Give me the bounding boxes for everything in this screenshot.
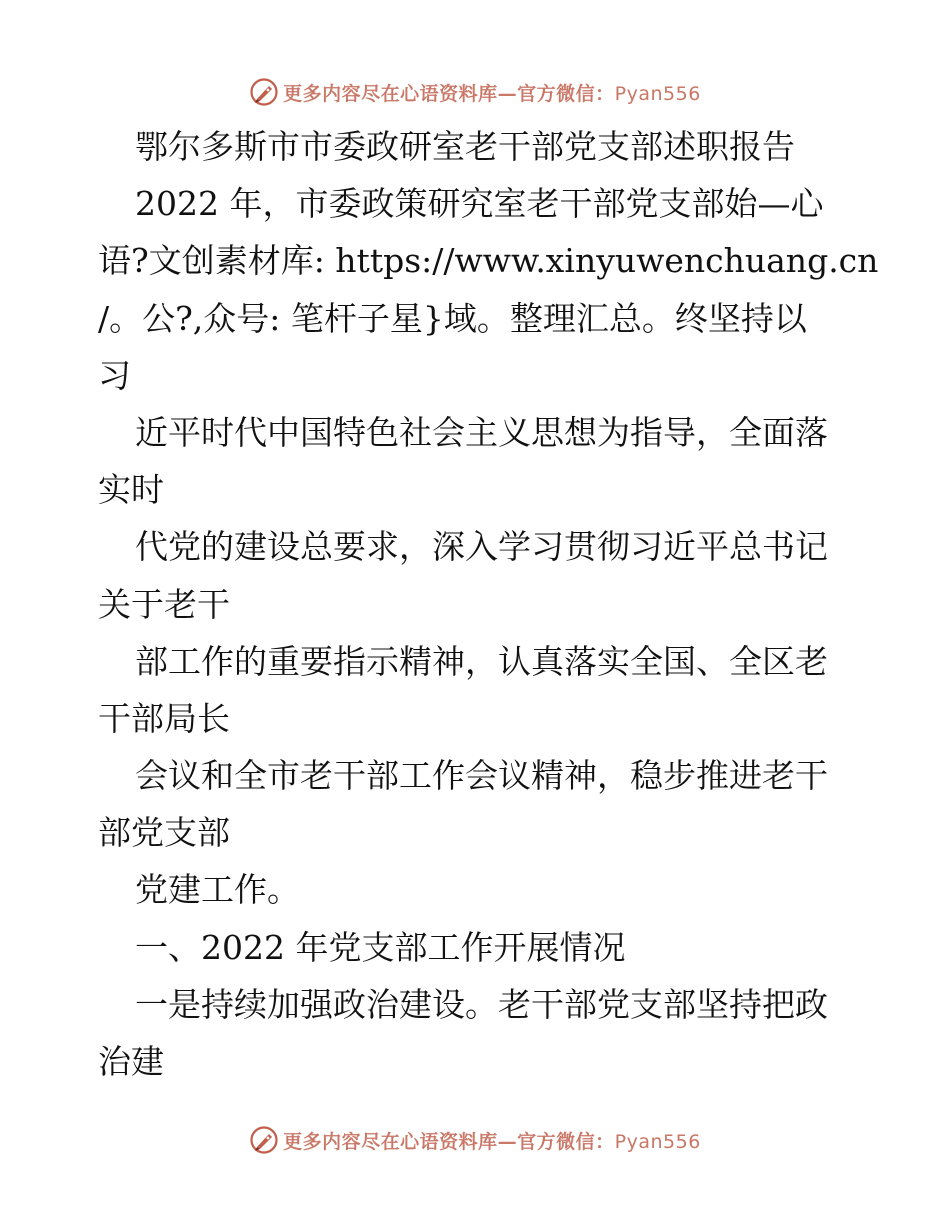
watermark-banner-top: [0, 72, 950, 112]
text-line: 治建: [98, 1042, 164, 1081]
text-line: 实时: [98, 470, 164, 510]
text-line: 习: [98, 355, 131, 395]
watermark-text: 更多内容尽在心语资料库—官方微信：Pyan556: [283, 82, 701, 105]
text-line: 近平时代中国特色社会主义思想为指导，全面落: [135, 412, 828, 452]
text-line: 干部局长: [98, 698, 230, 738]
text-line: 党建工作。: [135, 870, 300, 910]
watermark-banner-bottom: [0, 1120, 950, 1160]
pen-nib-logo-icon: [249, 77, 279, 107]
text-line: 一是持续加强政治建设。老干部党支部坚持把政: [135, 984, 828, 1024]
text-line: 关于老干: [98, 584, 230, 624]
text-line: 代党的建设总要求，深入学习贯彻习近平总书记: [135, 527, 828, 567]
pen-nib-logo-icon: [249, 1125, 279, 1155]
text-line: 语?文创素材库: https://www.xinyuwenchuang.cn: [98, 241, 879, 281]
document-body: [98, 118, 879, 1090]
text-line: /。公?,众号: 笔杆子星}域。整理汇总。终坚持以: [98, 298, 807, 338]
text-line: 部工作的重要指示精神，认真落实全国、全区老: [135, 641, 828, 681]
text-line: 会议和全市老干部工作会议精神，稳步推进老干: [135, 756, 828, 796]
text-line: 一、2022 年党支部工作开展情况: [135, 927, 626, 967]
text-line: 2022 年，市委政策研究室老干部党支部始—心: [135, 184, 824, 224]
watermark-text: 更多内容尽在心语资料库—官方微信：Pyan556: [283, 1130, 701, 1153]
text-line: 部党支部: [98, 813, 230, 853]
text-line: 鄂尔多斯市市委政研室老干部党支部述职报告: [135, 127, 795, 166]
